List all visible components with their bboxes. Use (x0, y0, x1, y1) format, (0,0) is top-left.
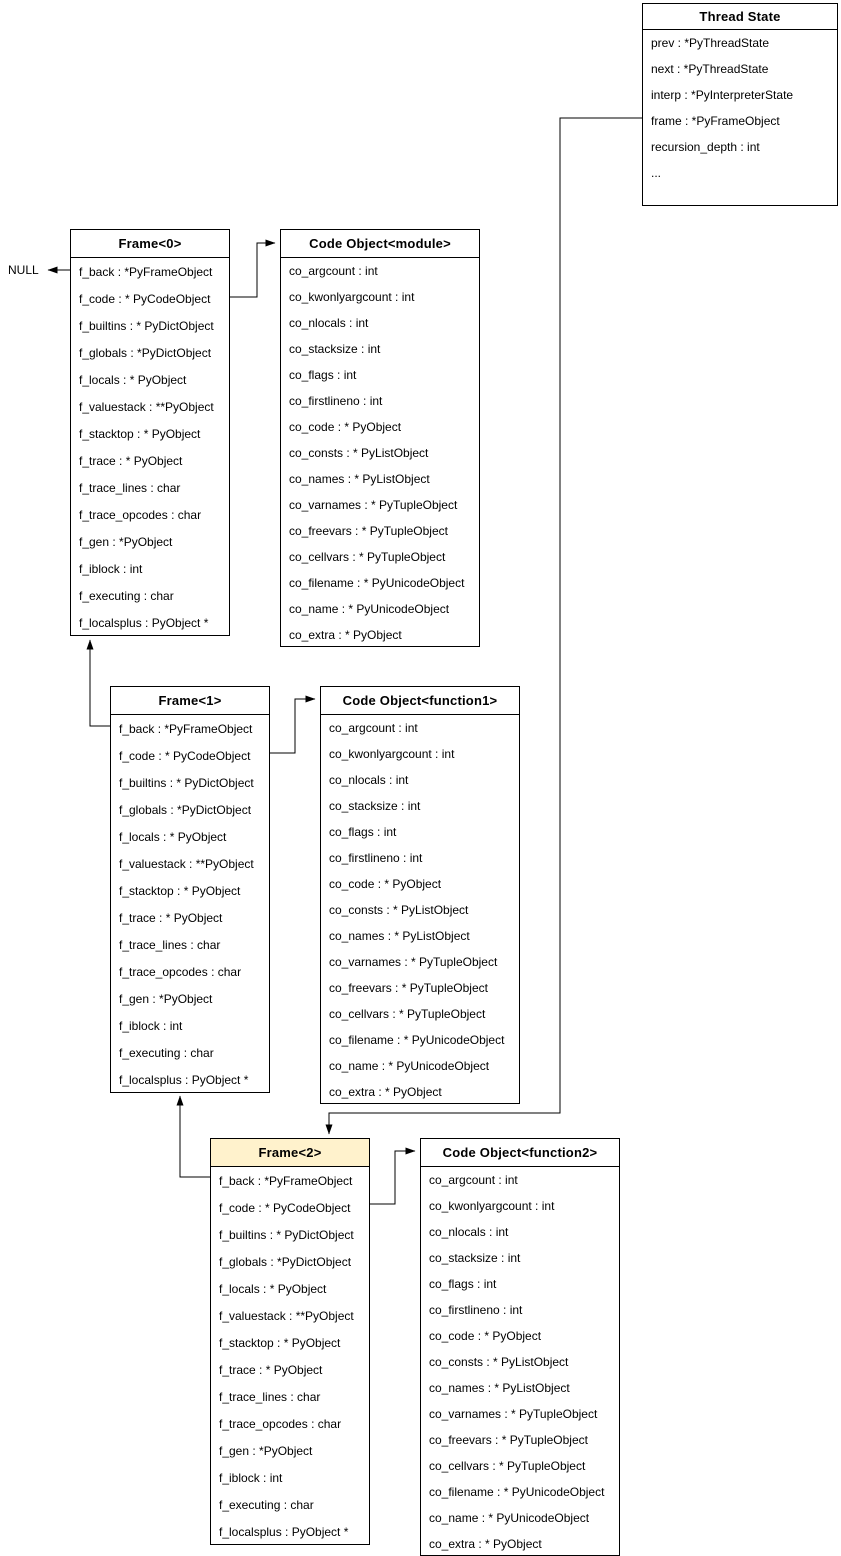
field-row: co_consts : * PyListObject (429, 1355, 569, 1369)
field-row: f_iblock : int (119, 1018, 183, 1033)
field-row: f_executing : char (119, 1045, 214, 1060)
field-row: co_flags : int (289, 368, 357, 382)
code-object-function2-fields (421, 1167, 619, 1555)
field-row: f_iblock : int (219, 1470, 283, 1485)
field-row: f_trace_opcodes : char (79, 507, 202, 522)
field-row: co_firstlineno : int (429, 1303, 523, 1317)
field-row: co_cellvars : * PyTupleObject (429, 1459, 586, 1473)
field-row: f_code : * PyCodeObject (79, 291, 211, 306)
arrow-frame2-fback-to-frame1 (180, 1096, 210, 1177)
frame-0-fields (71, 258, 229, 635)
field-row: co_stacksize : int (289, 342, 381, 356)
field-row: co_names : * PyListObject (429, 1381, 570, 1395)
field-row: f_valuestack : **PyObject (119, 856, 254, 871)
field-row: co_freevars : * PyTupleObject (429, 1433, 588, 1447)
code-object-module-title: Code Object<module> (281, 230, 479, 258)
field-row: f_executing : char (79, 588, 174, 603)
field-row: co_extra : * PyObject (429, 1537, 542, 1551)
field-row: f_stacktop : * PyObject (219, 1335, 341, 1350)
field-row: co_nlocals : int (429, 1225, 509, 1239)
field-row: co_filename : * PyUnicodeObject (289, 576, 465, 590)
code-object-function1-box (320, 686, 520, 1104)
field-row: co_cellvars : * PyTupleObject (289, 550, 446, 564)
field-row: co_kwonlyargcount : int (429, 1199, 555, 1213)
field-row: co_freevars : * PyTupleObject (329, 981, 488, 995)
field-row: f_builtins : * PyDictObject (79, 318, 214, 333)
field-row: co_firstlineno : int (289, 394, 383, 408)
code-object-function2-title: Code Object<function2> (421, 1139, 619, 1167)
field-row: co_code : * PyObject (429, 1329, 542, 1343)
frame-1-fields (111, 715, 269, 1092)
field-row: f_stacktop : * PyObject (119, 883, 241, 898)
field-row: co_argcount : int (329, 721, 418, 735)
field-row: f_trace_lines : char (119, 937, 221, 952)
field-row: co_varnames : * PyTupleObject (289, 498, 458, 512)
field-row: f_trace_opcodes : char (219, 1416, 342, 1431)
field-row: interp : *PyInterpreterState (651, 88, 794, 102)
field-row: f_trace : * PyObject (79, 453, 183, 468)
field-row: f_back : *PyFrameObject (79, 264, 213, 279)
field-row: co_name : * PyUnicodeObject (329, 1059, 490, 1073)
field-row: ... (651, 166, 662, 180)
field-row: co_filename : * PyUnicodeObject (329, 1033, 505, 1047)
field-row: f_localsplus : PyObject * (219, 1524, 349, 1539)
code-object-module-box (280, 229, 480, 647)
field-row: co_filename : * PyUnicodeObject (429, 1485, 605, 1499)
field-row: recursion_depth : int (651, 140, 760, 154)
field-row: co_name : * PyUnicodeObject (289, 602, 450, 616)
frame-1-box (110, 686, 270, 1093)
thread-state-fields (643, 30, 837, 205)
field-row: co_consts : * PyListObject (289, 446, 429, 460)
frame-2-title: Frame<2> (211, 1139, 369, 1167)
field-row: co_code : * PyObject (289, 420, 402, 434)
arrow-frame1-fback-to-frame0 (90, 640, 110, 726)
field-row: f_back : *PyFrameObject (219, 1173, 353, 1188)
frame-2-box (210, 1138, 370, 1545)
field-row: co_extra : * PyObject (329, 1085, 442, 1099)
code-object-module-fields (281, 258, 479, 646)
field-row: co_argcount : int (429, 1173, 518, 1187)
code-object-function2-box (420, 1138, 620, 1556)
field-row: f_valuestack : **PyObject (219, 1308, 354, 1323)
field-row: f_globals : *PyDictObject (119, 802, 252, 817)
field-row: prev : *PyThreadState (651, 36, 770, 50)
field-row: f_gen : *PyObject (119, 991, 213, 1006)
field-row: f_back : *PyFrameObject (119, 721, 253, 736)
field-row: f_localsplus : PyObject * (79, 615, 209, 630)
field-row: f_locals : * PyObject (119, 829, 227, 844)
field-row: co_varnames : * PyTupleObject (429, 1407, 598, 1421)
thread-state-title: Thread State (643, 4, 837, 30)
field-row: f_trace : * PyObject (219, 1362, 323, 1377)
field-row: co_firstlineno : int (329, 851, 423, 865)
field-row: co_nlocals : int (289, 316, 369, 330)
field-row: f_gen : *PyObject (219, 1443, 313, 1458)
field-row: f_code : * PyCodeObject (119, 748, 251, 763)
field-row: co_kwonlyargcount : int (329, 747, 455, 761)
field-row: f_iblock : int (79, 561, 143, 576)
field-row: f_trace_lines : char (79, 480, 181, 495)
field-row: co_kwonlyargcount : int (289, 290, 415, 304)
frame-0-title: Frame<0> (71, 230, 229, 258)
arrow-frame0-fcode-to-code-module (230, 243, 275, 297)
field-row: f_builtins : * PyDictObject (219, 1227, 354, 1242)
field-row: f_trace_lines : char (219, 1389, 321, 1404)
field-row: co_nlocals : int (329, 773, 409, 787)
field-row: f_globals : *PyDictObject (219, 1254, 352, 1269)
field-row: f_globals : *PyDictObject (79, 345, 212, 360)
field-row: co_name : * PyUnicodeObject (429, 1511, 590, 1525)
field-row: co_code : * PyObject (329, 877, 442, 891)
field-row: f_code : * PyCodeObject (219, 1200, 351, 1215)
field-row: f_gen : *PyObject (79, 534, 173, 549)
field-row: co_flags : int (329, 825, 397, 839)
field-row: f_trace : * PyObject (119, 910, 223, 925)
null-label: NULL (8, 263, 39, 277)
field-row: co_names : * PyListObject (329, 929, 470, 943)
field-row: f_stacktop : * PyObject (79, 426, 201, 441)
field-row: co_names : * PyListObject (289, 472, 430, 486)
field-row: f_executing : char (219, 1497, 314, 1512)
field-row: f_localsplus : PyObject * (119, 1072, 249, 1087)
code-object-function1-title: Code Object<function1> (321, 687, 519, 715)
frame-2-fields (211, 1167, 369, 1544)
code-object-function1-fields (321, 715, 519, 1103)
frame-0-box (70, 229, 230, 636)
field-row: co_consts : * PyListObject (329, 903, 469, 917)
field-row: next : *PyThreadState (651, 62, 769, 76)
frame-1-title: Frame<1> (111, 687, 269, 715)
field-row: co_flags : int (429, 1277, 497, 1291)
thread-state-box (642, 3, 838, 206)
arrow-frame2-fcode-to-code-function2 (370, 1151, 415, 1204)
field-row: co_stacksize : int (329, 799, 421, 813)
field-row: co_argcount : int (289, 264, 378, 278)
arrow-frame1-fcode-to-code-function1 (270, 699, 315, 753)
field-row: co_stacksize : int (429, 1251, 521, 1265)
field-row: f_valuestack : **PyObject (79, 399, 214, 414)
field-row: frame : *PyFrameObject (651, 114, 780, 128)
field-row: f_builtins : * PyDictObject (119, 775, 254, 790)
field-row: f_locals : * PyObject (219, 1281, 327, 1296)
field-row: co_varnames : * PyTupleObject (329, 955, 498, 969)
field-row: co_freevars : * PyTupleObject (289, 524, 448, 538)
field-row: f_locals : * PyObject (79, 372, 187, 387)
field-row: co_cellvars : * PyTupleObject (329, 1007, 486, 1021)
field-row: f_trace_opcodes : char (119, 964, 242, 979)
field-row: co_extra : * PyObject (289, 628, 402, 642)
